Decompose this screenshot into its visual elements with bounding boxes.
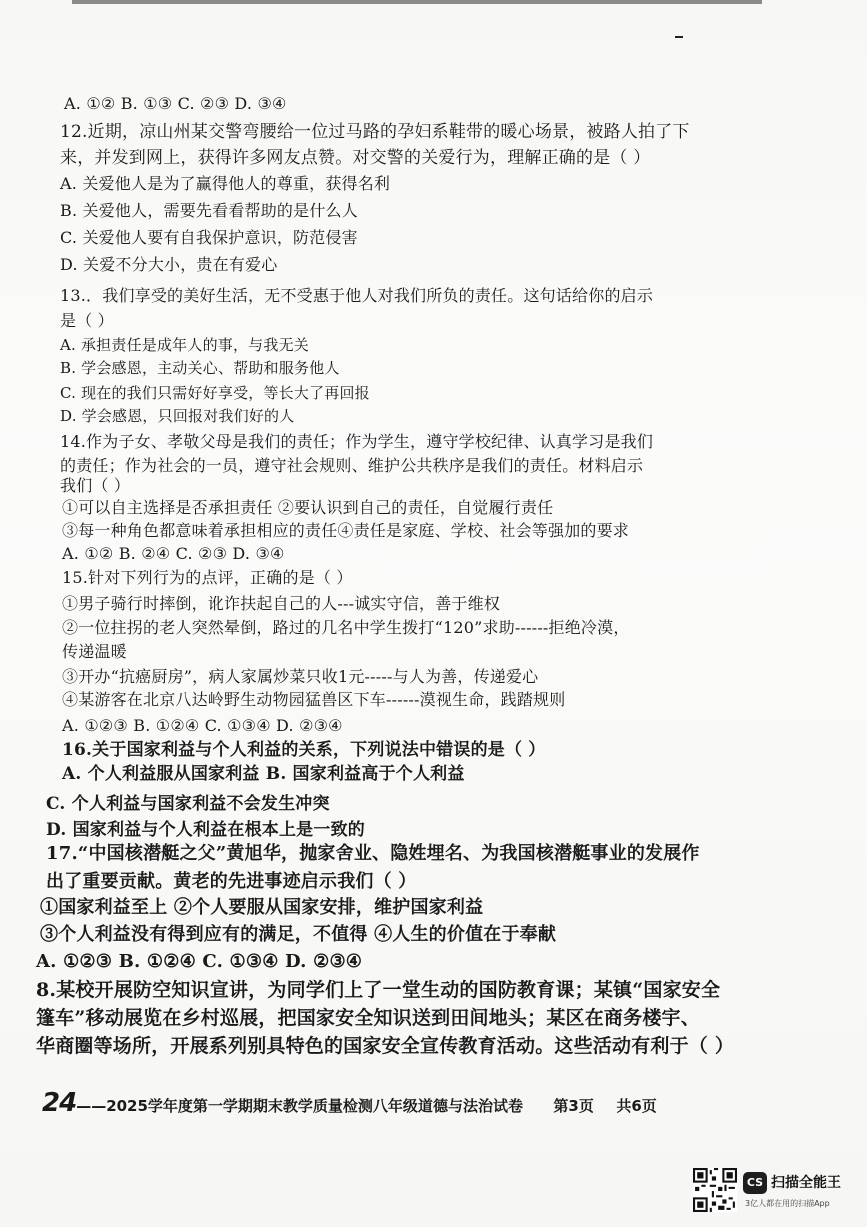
exam-text-line: 14.作为子女、孝敬父母是我们的责任；作为学生，遵守学校纪律、认真学习是我们	[60, 432, 654, 451]
exam-text-line: 篷车”移动展览在乡村巡展，把国家安全知识送到田间地头；某区在商务楼宇、	[36, 1007, 700, 1029]
footer-page-number: 第3页	[553, 1097, 594, 1115]
exam-text-line: ③每一种角色都意味着承担相应的责任④责任是家庭、学校、社会等强加的要求	[62, 521, 630, 540]
exam-text-line: A. ①②③ B. ①②④ C. ①③④ D. ②③④	[62, 716, 343, 735]
exam-text-line: A. 关爱他人是为了赢得他人的尊重，获得名利	[60, 174, 391, 193]
exam-text-line: A. 个人利益服从国家利益 B. 国家利益高于个人利益	[62, 764, 465, 784]
exam-text-line: B. 关爱他人，需要先看看帮助的是什么人	[60, 201, 358, 220]
exam-text-line: 华商圈等场所，开展系列别具特色的国家安全宣传教育活动。这些活动有利于（ ）	[36, 1035, 735, 1057]
exam-text-line: B. 学会感恩，主动关心、帮助和服务他人	[60, 359, 340, 377]
footer-total-pages: 共6页	[616, 1097, 657, 1115]
exam-text-line: C. 现在的我们只需好好享受，等长大了再回报	[60, 384, 370, 402]
exam-text-line: D. 学会感恩，只回报对我们好的人	[60, 407, 295, 425]
exam-text-line: 15.针对下列行为的点评，正确的是（ ）	[62, 568, 353, 587]
exam-text-line: C. 个人利益与国家利益不会发生冲突	[46, 794, 330, 814]
exam-text-line: ④某游客在北京八达岭野生动物园猛兽区下车------漠视生命，践踏规则	[62, 690, 566, 709]
exam-text-line: 的责任；作为社会的一员，遵守社会规则、维护公共秩序是我们的责任。材料启示	[60, 456, 644, 475]
exam-text-line: ②一位拄拐的老人突然晕倒，路过的几名中学生拨打“120”求助------拒绝冷漠，	[62, 618, 630, 637]
exam-text-line: C. 关爱他人要有自我保护意识，防范侵害	[60, 228, 358, 247]
exam-text-line: 16.关于国家利益与个人利益的关系，下列说法中错误的是（ ）	[62, 740, 546, 760]
exam-text-line: 传递温暖	[62, 642, 127, 661]
exam-text-line: A. ①② B. ①③ C. ②③ D. ③④	[64, 94, 287, 113]
exam-text-line: A. 承担责任是成年人的事，与我无关	[60, 336, 309, 354]
exam-text-line: D. 国家利益与个人利益在根本上是一致的	[46, 820, 365, 840]
exam-text-line: 我们（ ）	[60, 476, 131, 495]
page-footer	[42, 1088, 657, 1118]
scan-mark	[675, 36, 683, 38]
exam-text-line: 是（ ）	[60, 311, 114, 330]
exam-text-line: ③开办“抗癌厨房”，病人家属炒菜只收1元-----与人为善，传递爱心	[62, 667, 539, 686]
exam-text-line: 8.某校开展防空知识宣讲，为同学们上了一堂生动的国防教育课；某镇“国家安全	[36, 979, 721, 1001]
exam-text-line: A. ①② B. ②④ C. ②③ D. ③④	[62, 544, 285, 563]
exam-text-line: 来，并发到网上，获得许多网友点赞。对交警的关爱行为，理解正确的是（ ）	[60, 148, 651, 168]
footer-exam-title: ——2025学年度第一学期期末教学质量检测八年级道德与法治试卷	[76, 1097, 523, 1115]
exam-text-line: ①男子骑行时摔倒，讹诈扶起自己的人---诚实守信，善于维权	[62, 594, 501, 613]
exam-text-line: 17.“中国核潜艇之父”黄旭华，抛家舍业、隐姓埋名、为我国核潜艇事业的发展作	[46, 843, 700, 864]
exam-text-line: ①国家利益至上 ②个人要服从国家安排，维护国家利益	[40, 897, 484, 918]
exam-text-line: ③个人利益没有得到应有的满足，不值得 ④人生的价值在于奉献	[40, 924, 557, 945]
top-border-line	[72, 0, 762, 4]
scanner-app-tagline: 3亿人都在用的扫描App	[745, 1199, 830, 1208]
qr-code-icon	[693, 1168, 737, 1212]
exam-text-line: 13.．我们享受的美好生活，无不受惠于他人对我们所负的责任。这句话给你的启示	[60, 286, 654, 305]
scanner-app-logo: CS	[743, 1172, 767, 1194]
exam-text-line: ①可以自主选择是否承担责任 ②要认识到自己的责任，自觉履行责任	[62, 498, 554, 517]
footer-year-prefix: 24	[42, 1088, 77, 1118]
exam-text-line: 出了重要贡献。黄老的先进事迹启示我们（ ）	[46, 871, 417, 892]
exam-text-line: 12.近期，凉山州某交警弯腰给一位过马路的孕妇系鞋带的暖心场景，被路人拍了下	[60, 122, 690, 142]
scanner-app-name: 扫描全能王	[771, 1175, 841, 1191]
exam-text-line: D. 关爱不分大小，贵在有爱心	[60, 255, 278, 274]
exam-text-line: A. ①②③ B. ①②④ C. ①③④ D. ②③④	[36, 951, 363, 972]
